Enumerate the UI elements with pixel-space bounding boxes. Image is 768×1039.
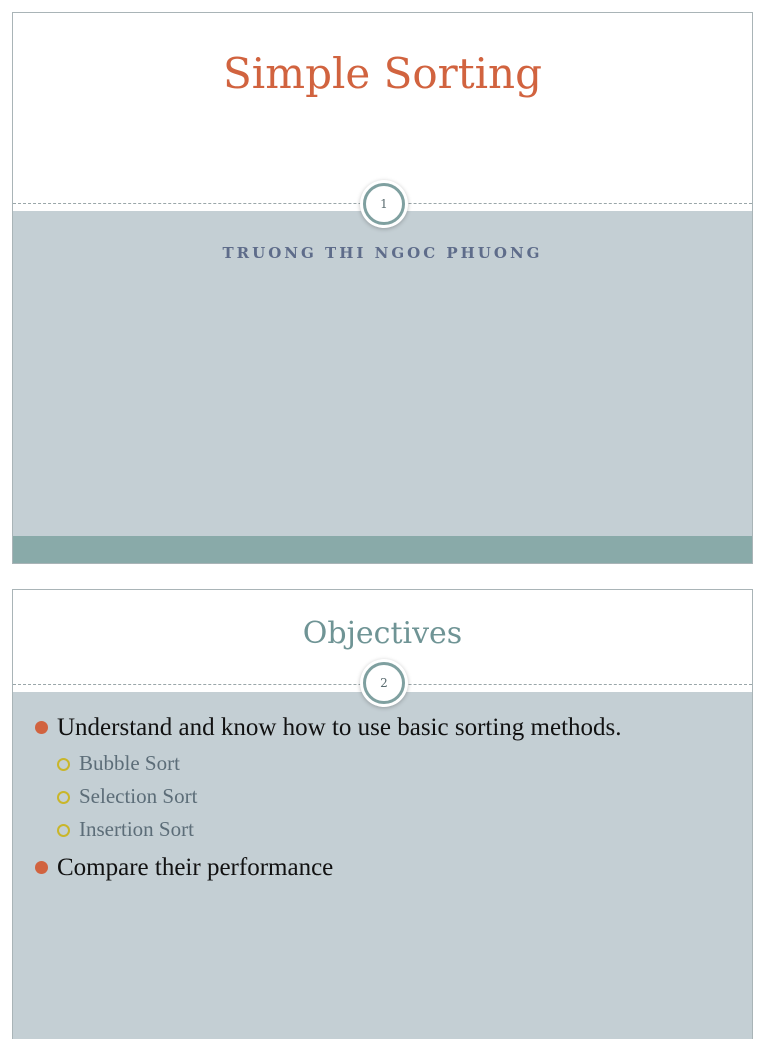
slide-1-body-area	[13, 211, 752, 563]
sub-list-item	[57, 747, 732, 780]
list-item	[33, 710, 732, 846]
bullet-text: Understand and know how to use basic sorting methods.	[57, 714, 622, 741]
slide-2	[12, 589, 753, 1039]
ring-bullet-icon	[57, 791, 70, 804]
slide-title: Objectives	[302, 616, 463, 651]
sub-list	[57, 747, 732, 846]
author-subtitle: TRUONG THI NGOC PHUONG	[222, 244, 543, 262]
bullet-dot-icon	[35, 721, 48, 734]
slide-1	[12, 12, 753, 564]
objectives-list	[33, 710, 732, 889]
slide-number-badge: 2	[363, 662, 405, 704]
footer-band	[13, 536, 752, 563]
ring-bullet-icon	[57, 758, 70, 771]
sub-item-text: Bubble Sort	[79, 751, 180, 775]
sub-item-text: Insertion Sort	[79, 817, 194, 841]
slide-1-title-area	[13, 13, 752, 205]
sub-list-item	[57, 813, 732, 846]
list-item	[33, 850, 732, 885]
bullet-dot-icon	[35, 861, 48, 874]
sub-list-item	[57, 780, 732, 813]
ring-bullet-icon	[57, 824, 70, 837]
sub-item-text: Selection Sort	[79, 784, 198, 808]
bullet-text: Compare their performance	[57, 854, 334, 881]
slide-number-badge: 1	[363, 183, 405, 225]
slide-title: Simple Sorting	[223, 49, 542, 98]
